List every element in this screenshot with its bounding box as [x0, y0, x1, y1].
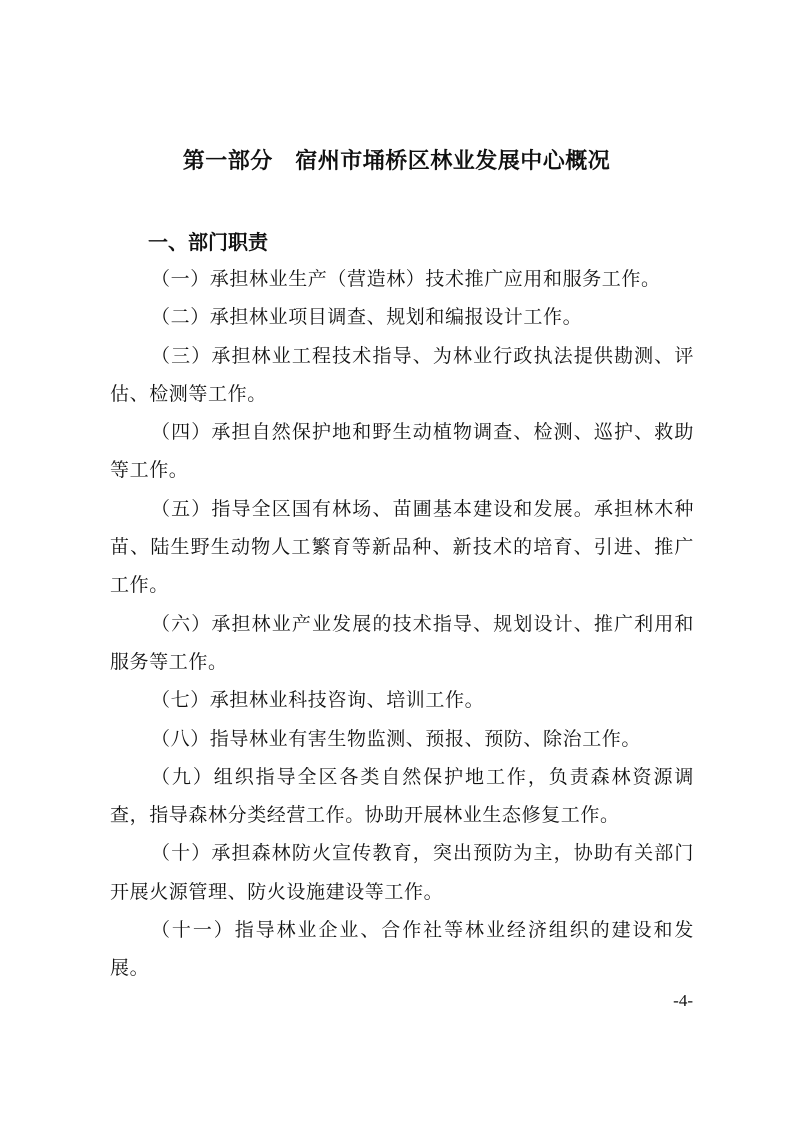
paragraph-7: （七）承担林业科技咨询、培训工作。 — [151, 689, 485, 712]
section-heading: 一、部门职责 — [148, 230, 268, 254]
paragraph-2: （二）承担林业项目调查、规划和编报设计工作。 — [151, 306, 583, 329]
body-text — [110, 260, 694, 988]
paragraph-8: （八）指导林业有害生物监测、预报、预防、除治工作。 — [151, 727, 642, 750]
page-number: -4- — [673, 991, 693, 1010]
paragraph-6: （六）承担林业产业发展的技术指导、规划设计、推广利用和服务等工作。 — [110, 612, 694, 673]
paragraph-1: （一）承担林业生产（营造林）技术推广应用和服务工作。 — [151, 268, 661, 290]
paragraph-10: （十）承担森林防火宣传教育，突出预防为主，协助有关部门开展火源管理、防火设施建设等工作。 — [110, 842, 694, 903]
page-title: 第一部分 宿州市埇桥区林业发展中心概况 — [182, 149, 611, 174]
paragraph-5: （五）指导全区国有林场、苗圃基本建设和发展。承担林木种苗、陆生野生动物人工繁育等新品种、新技术的培育、引进、推广工作。 — [110, 497, 694, 597]
paragraph-3: （三）承担林业工程技术指导、为林业行政执法提供勘测、评估、检测等工作。 — [110, 344, 694, 405]
paragraph-9: （九）组织指导全区各类自然保护地工作，负责森林资源调查，指导森林分类经营工作。协助开展林业生态修复工作。 — [110, 765, 694, 827]
paragraph-4: （四）承担自然保护地和野生动植物调查、检测、巡护、救助等工作。 — [110, 421, 694, 482]
paragraph-11: （十一）指导林业企业、合作社等林业经济组织的建设和发展。 — [110, 919, 694, 980]
